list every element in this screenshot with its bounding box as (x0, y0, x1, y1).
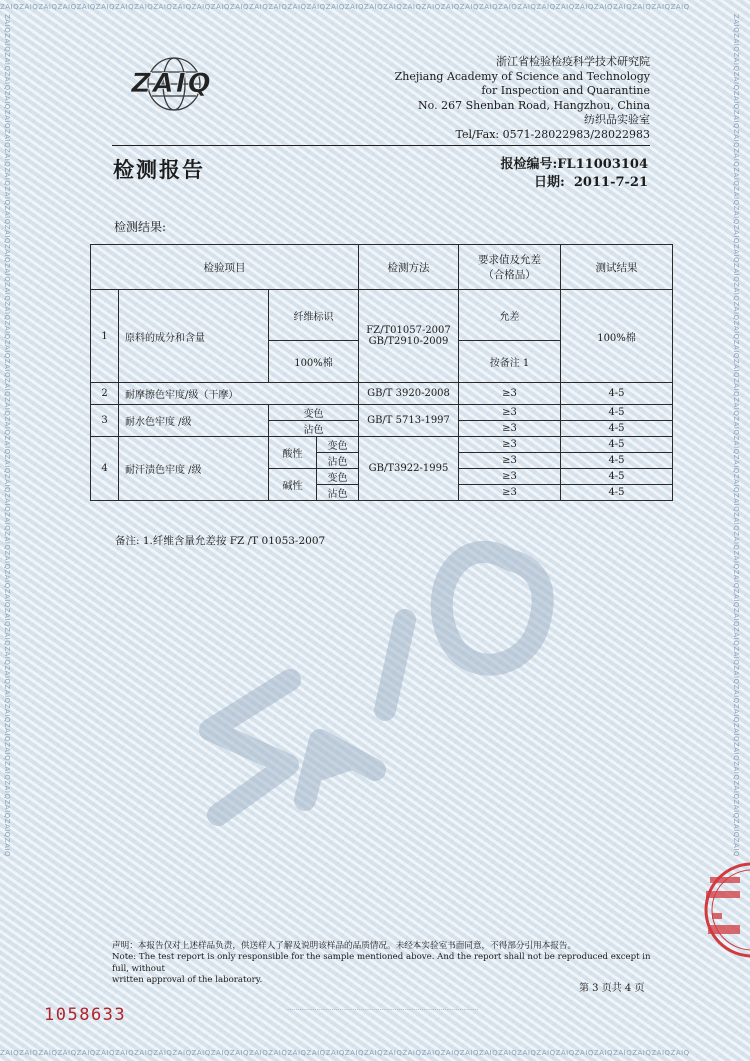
org-name-cn: 浙江省检验检疫科学技术研究院 (496, 55, 650, 68)
row3-req-b: ≥3 (459, 421, 561, 437)
zaiq-logo (108, 46, 236, 118)
header-item: 检验项目 (91, 245, 359, 290)
row4-acid: 酸性 (269, 437, 317, 469)
row4-result-d: 4-5 (561, 485, 673, 501)
row1-result: 100%棉 (561, 290, 673, 383)
table-row (91, 405, 673, 421)
row1-sub-a: 纤维标识 (269, 290, 359, 341)
edge-microtext-right: ZAIQZAIQZAIQZAIQZAIQZAIQZAIQZAIQZAIQZAIQZAIQZAIQZAIQZAIQZAIQZAIQZAIQZAIQZAIQZAIQZAIQZAIQZAIQZAIQZAIQZAIQZAIQZAIQZAIQZAIQZAIQZAIQZAIQZAIQZAIQZAIQZAIQZAIQZAIQZAIQZAIQZAIQZAIQZAIQ (732, 14, 740, 857)
header-requirement-line1: 要求值及允差 (478, 254, 541, 266)
report-number-row (500, 156, 648, 174)
org-contact: Tel/Fax: 0571-28022983/28022983 (455, 127, 650, 141)
row1-req-b: 按备注 1 (459, 341, 561, 383)
results-table (90, 244, 673, 501)
row4-req-d: ≥3 (459, 485, 561, 501)
row3-no: 3 (91, 405, 119, 437)
row3-sub-a: 变色 (269, 405, 359, 421)
org-lab: 纺织品实验室 (584, 113, 650, 127)
table-row (91, 290, 673, 341)
row4-item: 耐汗渍色牢度 /级 (119, 437, 269, 501)
edge-microtext-left: ZAIQZAIQZAIQZAIQZAIQZAIQZAIQZAIQZAIQZAIQZAIQZAIQZAIQZAIQZAIQZAIQZAIQZAIQZAIQZAIQZAIQZAIQZAIQZAIQZAIQZAIQZAIQZAIQZAIQZAIQZAIQZAIQZAIQZAIQZAIQZAIQZAIQZAIQZAIQZAIQZAIQZAIQZAIQZAIQ (3, 14, 11, 857)
header-requirement-line2: （合格品） (483, 269, 536, 281)
official-seal-stamp (682, 855, 750, 965)
org-name-en-1: Zhejiang Academy of Science and Technology (394, 69, 650, 83)
row4-result-a: 4-5 (561, 437, 673, 453)
row2-item: 耐摩擦色牢度/级（干摩） (119, 383, 359, 405)
row4-sub-c: 变色 (317, 469, 359, 485)
row1-sub-b: 100%棉 (269, 341, 359, 383)
section-label: 检测结果: (114, 220, 167, 234)
organization-block (395, 55, 650, 143)
zaiq-logo-text: ZAIQ (131, 68, 213, 99)
row1-no: 1 (91, 290, 119, 383)
header-method: 检测方法 (359, 245, 459, 290)
row3-result-b: 4-5 (561, 421, 673, 437)
row4-alkali: 碱性 (269, 469, 317, 501)
row3-req-a: ≥3 (459, 405, 561, 421)
table-row (91, 437, 673, 453)
report-number-label: 报检编号: (500, 157, 558, 172)
edge-microtext-bottom: ZAIQZAIQZAIQZAIQZAIQZAIQZAIQZAIQZAIQZAIQZAIQZAIQZAIQZAIQZAIQZAIQZAIQZAIQZAIQZAIQZAIQZAIQZAIQZAIQZAIQZAIQZAIQZAIQZAIQZAIQZAIQZAIQZAIQZAIQZAIQZAIQ (0, 1049, 690, 1057)
row4-result-b: 4-5 (561, 453, 673, 469)
report-date-row (500, 174, 648, 192)
row3-method: GB/T 5713-1997 (359, 405, 459, 437)
report-meta (500, 156, 648, 192)
row4-no: 4 (91, 437, 119, 501)
row3-item: 耐水色牢度 /级 (119, 405, 269, 437)
row1-item: 原料的成分和含量 (119, 290, 269, 383)
row2-result: 4-5 (561, 383, 673, 405)
org-name-en-2: for Inspection and Quarantine (481, 84, 650, 98)
row1-method (359, 290, 459, 383)
disclaimer (112, 941, 652, 987)
header-requirement (459, 245, 561, 290)
row2-method: GB/T 3920-2008 (359, 383, 459, 405)
row4-req-c: ≥3 (459, 469, 561, 485)
row1-method-b: GB/T2910-2009 (368, 336, 449, 347)
row4-method: GB/T3922-1995 (359, 437, 459, 501)
row4-sub-a: 变色 (317, 437, 359, 453)
row4-req-a: ≥3 (459, 437, 561, 453)
row3-sub-b: 沾色 (269, 421, 359, 437)
page-title: 检测报告 (113, 158, 205, 182)
row1-req-a: 允差 (459, 290, 561, 341)
header-divider (112, 145, 650, 146)
row2-req: ≥3 (459, 383, 561, 405)
row4-sub-b: 沾色 (317, 453, 359, 469)
row4-sub-d: 沾色 (317, 485, 359, 501)
disclaimer-en-1: Note: The test report is only responsible for the sample mentioned above. And the report shall not be reproduced except in full, without (112, 952, 651, 974)
row2-no: 2 (91, 383, 119, 405)
serial-number: 1058633 (44, 1005, 127, 1025)
table-row (91, 383, 673, 405)
report-date: 2011-7-21 (573, 175, 648, 190)
page-number: 第 3 页共 4 页 (579, 983, 645, 994)
security-microline: ····································································································· (286, 1007, 479, 1014)
row4-req-b: ≥3 (459, 453, 561, 469)
report-number: FL11003104 (557, 157, 648, 172)
table-header-row (91, 245, 673, 290)
report-date-label: 日期: (534, 175, 565, 190)
disclaimer-cn: 声明：本报告仅对上述样品负责，供送样人了解及说明该样品的品质情况。未经本实验室书面同意，不得部分引用本报告。 (112, 941, 577, 951)
row3-result-a: 4-5 (561, 405, 673, 421)
remark-note: 备注: 1.纤维含量允差按 FZ /T 01053-2007 (115, 535, 326, 547)
org-address: No. 267 Shenban Road, Hangzhou, China (418, 98, 650, 112)
row4-result-c: 4-5 (561, 469, 673, 485)
disclaimer-en-2: written approval of the laboratory. (112, 975, 263, 986)
header-result: 测试结果 (561, 245, 673, 290)
edge-microtext-top: ZAIQZAIQZAIQZAIQZAIQZAIQZAIQZAIQZAIQZAIQZAIQZAIQZAIQZAIQZAIQZAIQZAIQZAIQZAIQZAIQZAIQZAIQZAIQZAIQZAIQZAIQZAIQZAIQZAIQZAIQZAIQZAIQZAIQZAIQZAIQZAIQ (0, 3, 690, 11)
row1-method-a: FZ/T01057-2007 (366, 325, 451, 336)
